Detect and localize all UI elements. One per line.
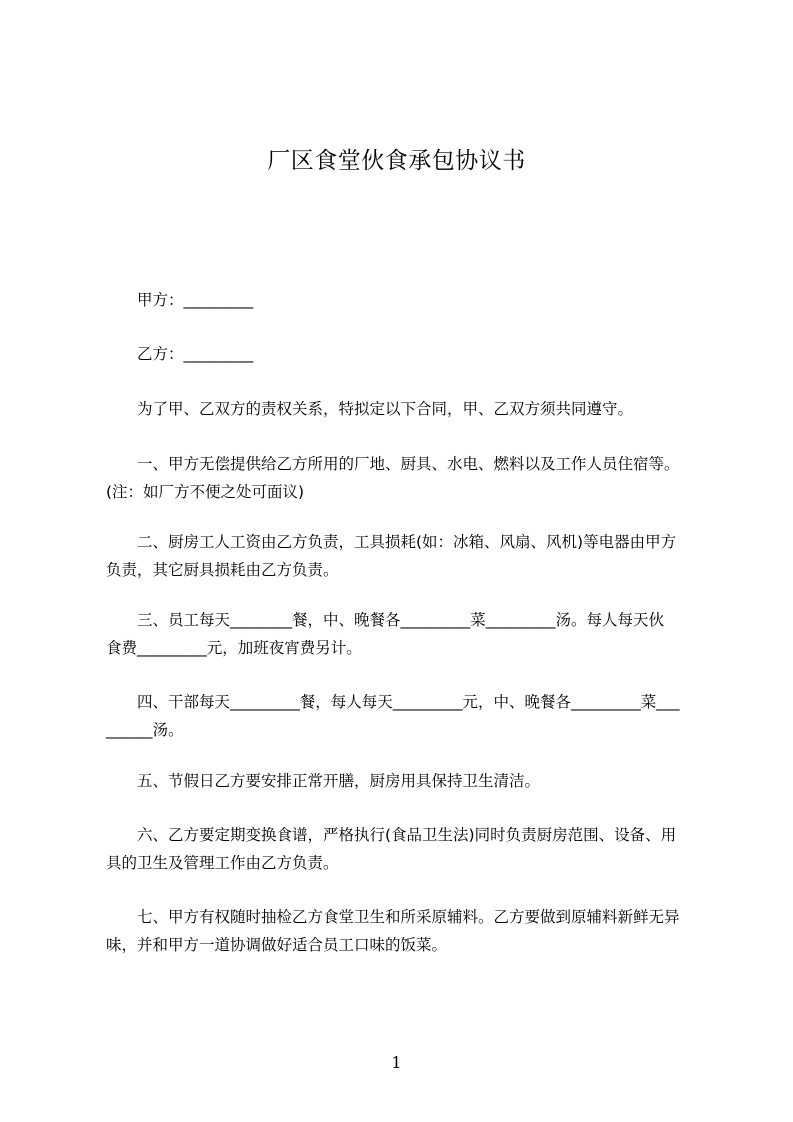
party-b-line: 乙方：_________ [137,345,254,363]
party-a-line: 甲方：_________ [137,291,254,309]
clause-5: 五、节假日乙方要安排正常开膳，厨房用具保持卫生清洁。 [137,772,541,790]
clause-1-line-1: 一、甲方无偿提供给乙方所用的厂地、厨具、水电、燃料以及工作人员住宿等。 [137,455,680,473]
clause-2-line-2: 负责，其它厨具损耗由乙方负责。 [106,561,339,579]
clause-7-line-2: 味，并和甲方一道协调做好适合员工口味的饭菜。 [106,936,448,954]
clause-2-line-1: 二、厨房工人工资由乙方负责，工具损耗(如：冰箱、风扇、风机)等电器由甲方 [137,533,677,551]
clause-6-line-2: 具的卫生及管理工作由乙方负责。 [106,854,339,872]
page-number: 1 [391,1053,402,1072]
clause-3-line-2: 食费_________元，加班夜宵费另计。 [106,639,362,657]
clause-1-line-2: (注：如厂方不便之处可面议) [106,483,305,501]
clause-3-line-1: 三、员工每天________餐，中、晚餐各_________菜_________汤。每人每天伙 [137,611,665,629]
clause-4-line-2: ______汤。 [106,721,184,739]
clause-6-line-1: 六、乙方要定期变换食谱，严格执行(食品卫生法)同时负责厨房范围、设备、用 [137,826,677,844]
clause-4-line-1: 四、干部每天_________餐，每人每天_________元，中、晚餐各_________菜___ [137,693,680,711]
preamble: 为了甲、乙双方的责权关系，特拟定以下合同，甲、乙双方须共同遵守。 [137,400,634,418]
document-title: 厂区食堂伙食承包协议书 [267,148,526,174]
clause-7-line-1: 七、甲方有权随时抽检乙方食堂卫生和所采原辅料。乙方要做到原辅料新鲜无异 [137,908,680,926]
